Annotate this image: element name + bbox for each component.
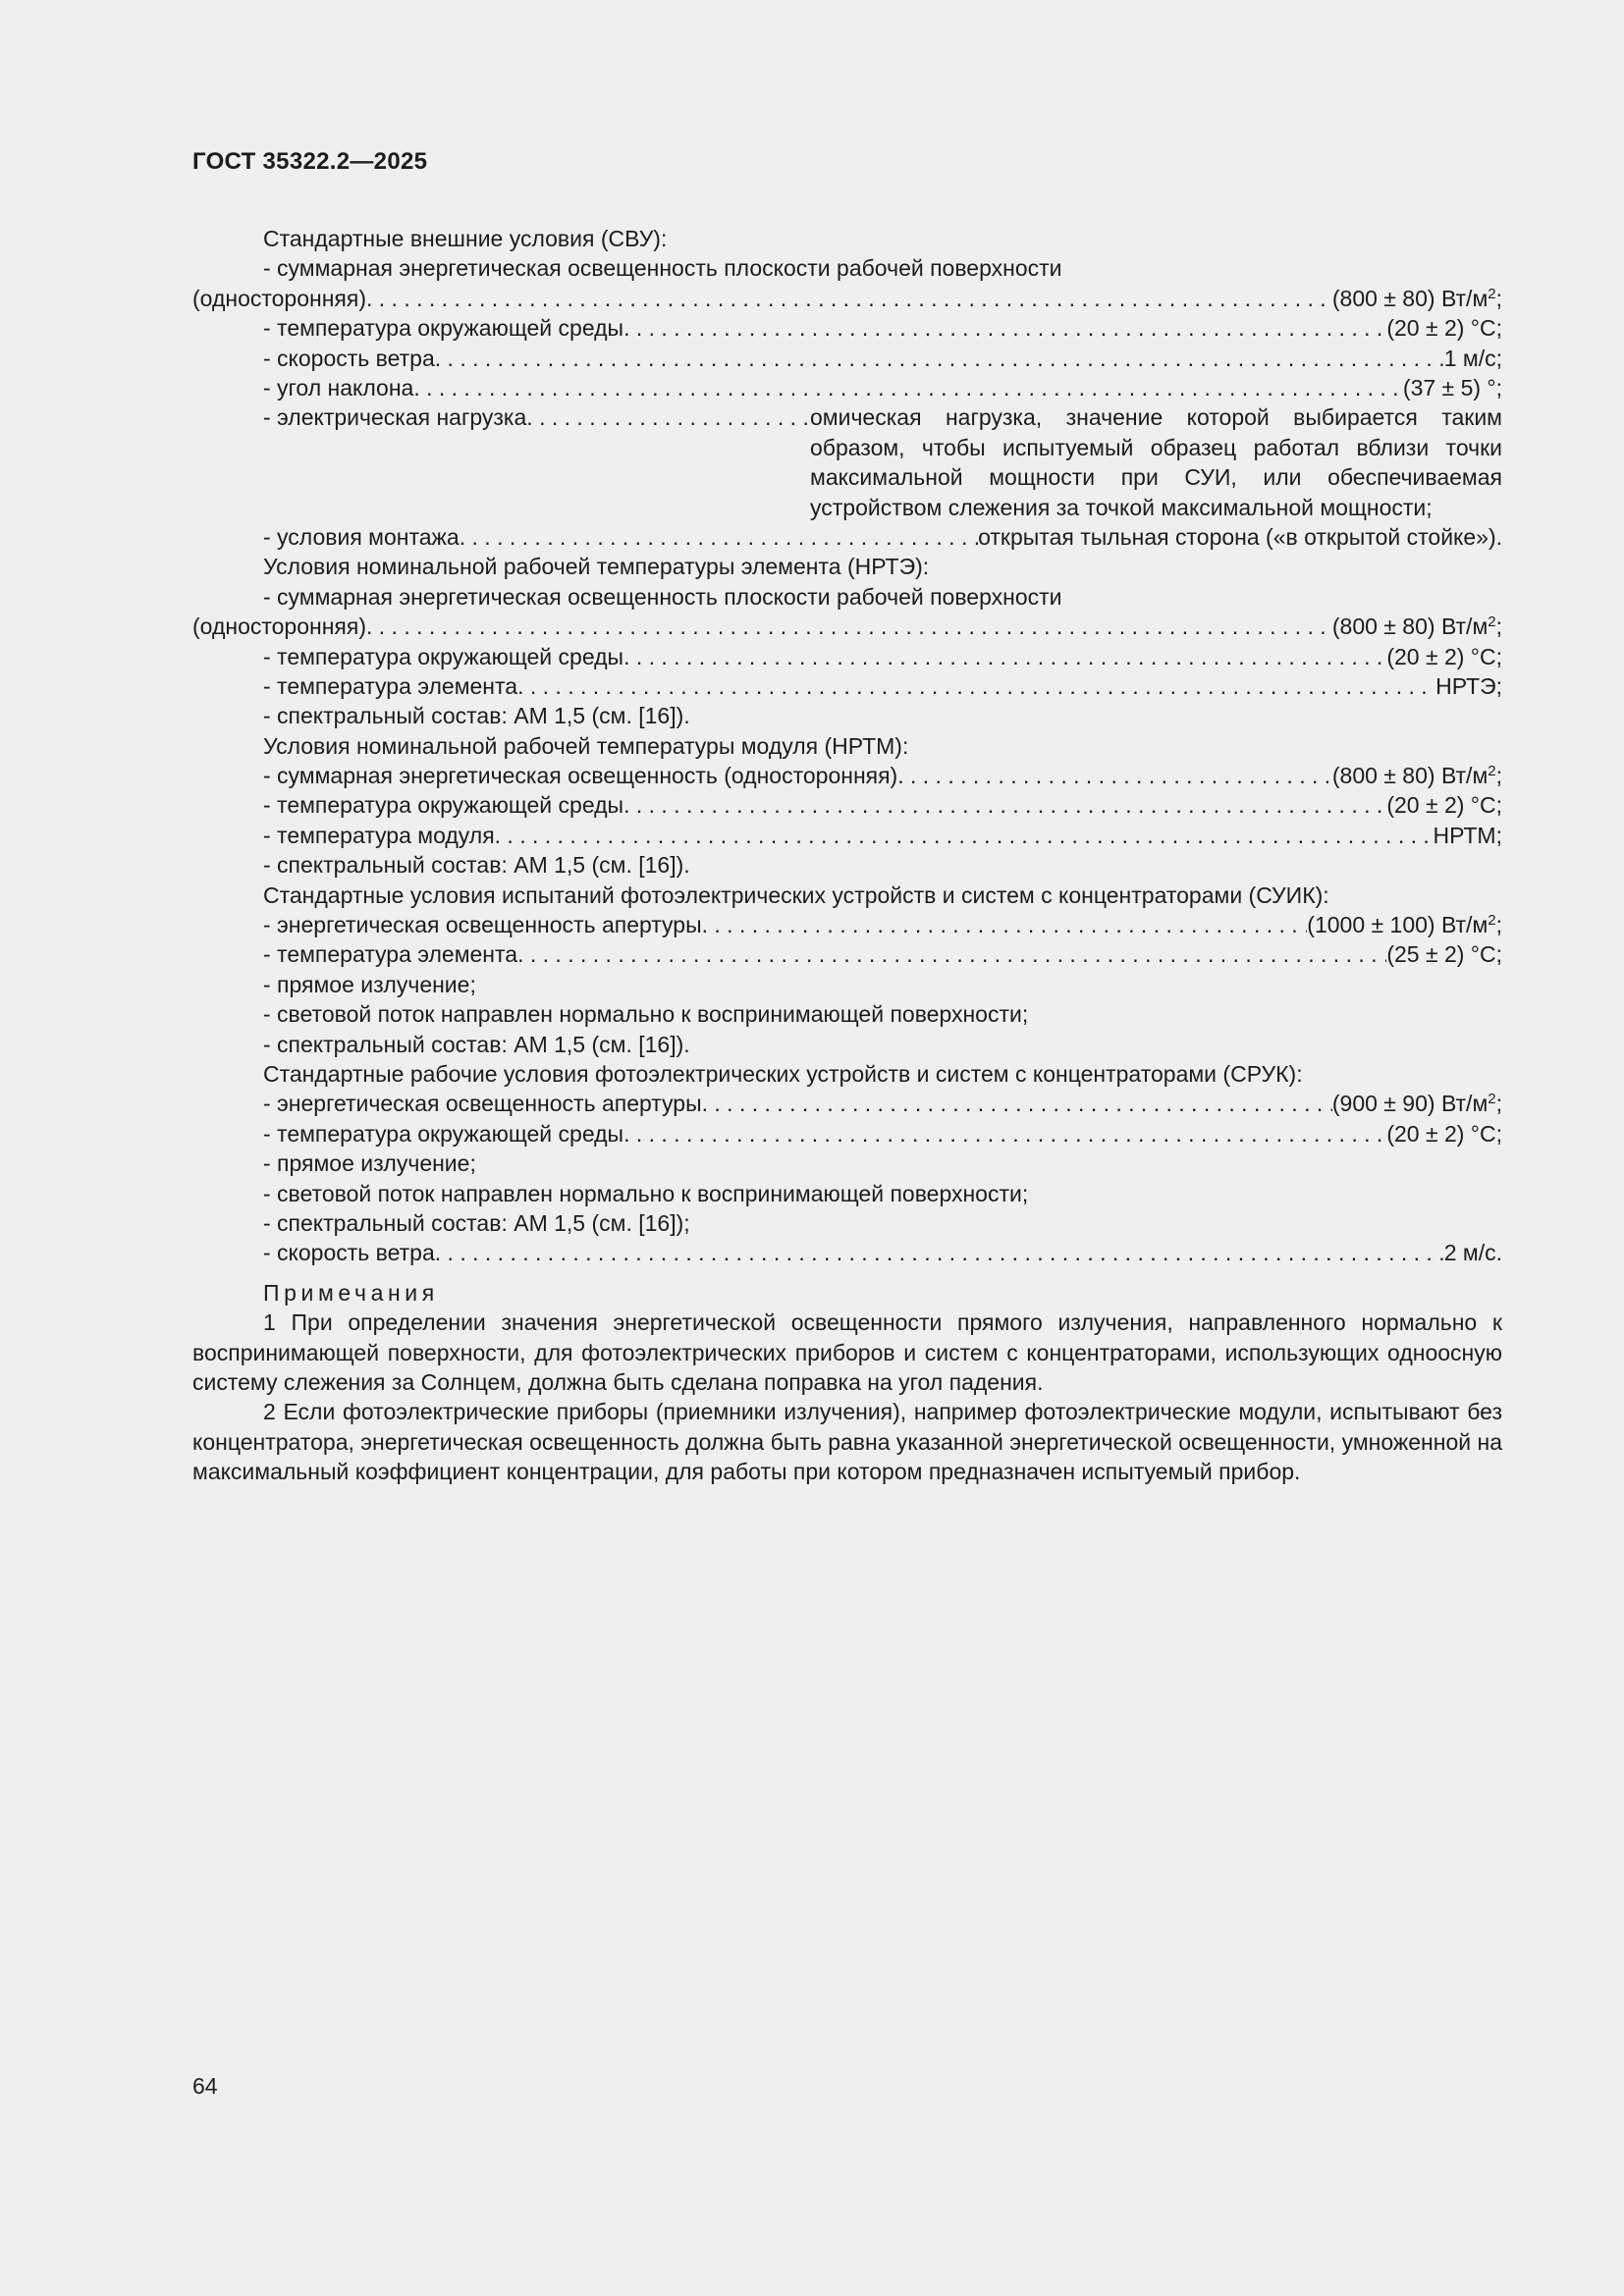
notes-title: Примечания bbox=[263, 1279, 439, 1306]
suik-cell-row bbox=[192, 939, 1502, 969]
svu-wind-value: 1 м/с; bbox=[1443, 345, 1502, 371]
nrtm-module-label: - температура модуля bbox=[263, 822, 495, 848]
svu-irradiance-label-cont: (односторонняя) bbox=[192, 285, 366, 311]
svu-mount-row bbox=[192, 522, 1502, 552]
dot-leader bbox=[623, 642, 1386, 671]
sruk-direct: - прямое излучение; bbox=[263, 1150, 476, 1177]
nrte-irradiance-label: - суммарная энергетическая освещенность плоскости рабочей поверхности bbox=[263, 583, 1062, 610]
suik-cell-label: - температура элемента bbox=[263, 941, 518, 968]
nrte-irradiance-value: (800 ± 80) $Вт/м^2$; bbox=[1331, 614, 1502, 640]
nrte-ambient-label: - температура окружающей среды bbox=[263, 643, 624, 669]
sruk-ambient-row bbox=[192, 1119, 1502, 1148]
nrte-cell-value: НРТЭ; bbox=[1435, 672, 1502, 699]
nrte-irradiance-label-cont: (односторонняя) bbox=[192, 614, 366, 640]
section-title-nrtm: Условия номинальной рабочей температуры модуля (НРТМ): bbox=[263, 732, 909, 759]
section-title-svu: Стандартные внешние условия (СВУ): bbox=[263, 226, 668, 251]
dot-leader bbox=[517, 671, 1435, 701]
dot-leader bbox=[460, 522, 978, 552]
sruk-wind-value: 2 м/с. bbox=[1443, 1240, 1502, 1266]
dot-leader bbox=[702, 910, 1308, 939]
suik-aperture-label: - энергетическая освещенность апертуры bbox=[263, 912, 702, 938]
sruk-flux: - световой поток направлен нормально к воспринимающей поверхности; bbox=[263, 1180, 1029, 1206]
svu-ambient-label: - температура окружающей среды bbox=[263, 315, 624, 342]
suik-direct: - прямое излучение; bbox=[263, 971, 476, 997]
dot-leader bbox=[435, 344, 1444, 373]
document-body bbox=[192, 224, 1502, 1487]
svu-irradiance-row bbox=[192, 284, 1502, 313]
document-code-header: ГОСТ 35322.2—2025 bbox=[192, 148, 428, 175]
svu-tilt-row bbox=[192, 373, 1502, 402]
nrtm-ambient-value: (20 ± 2) °С; bbox=[1386, 792, 1502, 819]
section-title-nrte: Условия номинальной рабочей температуры элемента (НРТЭ): bbox=[263, 554, 930, 580]
nrtm-ambient-label: - температура окружающей среды bbox=[263, 792, 624, 819]
nrtm-ambient-row bbox=[192, 790, 1502, 820]
nrte-cell-row bbox=[192, 671, 1502, 701]
nrtm-spectrum: - спектральный состав: АМ 1,5 (см. [16]). bbox=[263, 852, 690, 879]
nrtm-irradiance-row bbox=[192, 761, 1502, 790]
page-number: 64 bbox=[192, 2073, 218, 2099]
svu-mount-label: - условия монтажа bbox=[263, 523, 460, 550]
dot-leader bbox=[623, 313, 1386, 343]
nrte-cell-label: - температура элемента bbox=[263, 672, 518, 699]
svu-load-value: омическая нагрузка, значение которой выбирается таким образом, чтобы испытуемый образец работал вблизи точки максимальной мощности при СУИ, или обеспечиваемая устройством слежения за точкой максимальной мощности; bbox=[810, 404, 1502, 520]
dot-leader bbox=[517, 939, 1386, 969]
svu-load-label: - электрическая нагрузка bbox=[263, 404, 527, 431]
svu-wind-label: - скорость ветра bbox=[263, 345, 435, 371]
suik-cell-value: (25 ± 2) °С; bbox=[1386, 941, 1502, 968]
dot-leader bbox=[366, 612, 1332, 641]
nrtm-module-row bbox=[192, 821, 1502, 850]
sruk-wind-row bbox=[192, 1238, 1502, 1267]
nrte-spectrum: - спектральный состав: АМ 1,5 (см. [16]). bbox=[263, 703, 690, 729]
note-1: 1 При определении значения энергетической освещенности прямого излучения, направленного нормально к воспринимающей поверхности, для фотоэлектрических приборов и систем с концентраторами, использующих одноосную систему слежения за Солнцем, должна быть сделана поправка на угол падения. bbox=[192, 1309, 1502, 1395]
dot-leader bbox=[526, 402, 810, 432]
dot-leader bbox=[435, 1238, 1444, 1267]
suik-spectrum: - спектральный состав: АМ 1,5 (см. [16]). bbox=[263, 1031, 690, 1057]
suik-flux: - световой поток направлен нормально к воспринимающей поверхности; bbox=[263, 1001, 1029, 1028]
sruk-aperture-label: - энергетическая освещенность апертуры bbox=[263, 1091, 702, 1117]
dot-leader bbox=[366, 284, 1332, 313]
dot-leader bbox=[897, 761, 1332, 790]
svu-tilt-label: - угол наклона bbox=[263, 374, 414, 400]
sruk-spectrum: - спектральный состав: АМ 1,5 (см. [16]); bbox=[263, 1209, 690, 1236]
dot-leader bbox=[623, 1119, 1386, 1148]
nrtm-irradiance-label: - суммарная энергетическая освещенность (односторонняя) bbox=[263, 763, 898, 789]
note-2: 2 Если фотоэлектрические приборы (приемники излучения), например фотоэлектрические модули, испытывают без концентратора, энергетическая освещенность должна быть равна указанной энергетической освещенности, умноженной на максимальный коэффициент концентрации, для работы при котором предназначен испытуемый прибор. bbox=[192, 1399, 1502, 1485]
nrte-irradiance-row bbox=[192, 612, 1502, 641]
section-title-sruk: Стандартные рабочие условия фотоэлектрических устройств и систем с концентраторами (СРУК): bbox=[263, 1061, 1303, 1087]
nrte-ambient-value: (20 ± 2) °С; bbox=[1386, 643, 1502, 669]
sruk-aperture-value: (900 ± 90) $Вт/м^2$; bbox=[1331, 1091, 1502, 1117]
suik-aperture-value: (1000 ± 100) $Вт/м^2$; bbox=[1307, 912, 1502, 938]
dot-leader bbox=[623, 790, 1386, 820]
sruk-ambient-label: - температура окружающей среды bbox=[263, 1120, 624, 1147]
svu-tilt-value: (37 ± 5) °; bbox=[1402, 374, 1502, 400]
section-title-suik: Стандартные условия испытаний фотоэлектрических устройств и систем с концентраторами (СУИК): bbox=[263, 881, 1329, 908]
sruk-wind-label: - скорость ветра bbox=[263, 1240, 435, 1266]
nrtm-irradiance-value: (800 ± 80) $Вт/м^2$; bbox=[1331, 763, 1502, 789]
sruk-ambient-value: (20 ± 2) °С; bbox=[1386, 1120, 1502, 1147]
dot-leader bbox=[495, 821, 1434, 850]
dot-leader bbox=[413, 373, 1403, 402]
svu-ambient-value: (20 ± 2) °С; bbox=[1386, 315, 1502, 342]
svu-wind-row bbox=[192, 344, 1502, 373]
svu-mount-value: открытая тыльная сторона («в открытой стойке»). bbox=[978, 523, 1502, 550]
svu-irradiance-label: - суммарная энергетическая освещенность плоскости рабочей поверхности bbox=[263, 255, 1062, 282]
svu-load-row bbox=[192, 402, 1502, 522]
nrte-ambient-row bbox=[192, 642, 1502, 671]
dot-leader bbox=[702, 1089, 1332, 1118]
svu-ambient-row bbox=[192, 313, 1502, 343]
sruk-aperture-row bbox=[192, 1089, 1502, 1118]
svu-irradiance-value: (800 ± 80) $Вт/м^2$; bbox=[1331, 285, 1502, 311]
suik-aperture-row bbox=[192, 910, 1502, 939]
nrtm-module-value: НРТМ; bbox=[1433, 822, 1502, 848]
